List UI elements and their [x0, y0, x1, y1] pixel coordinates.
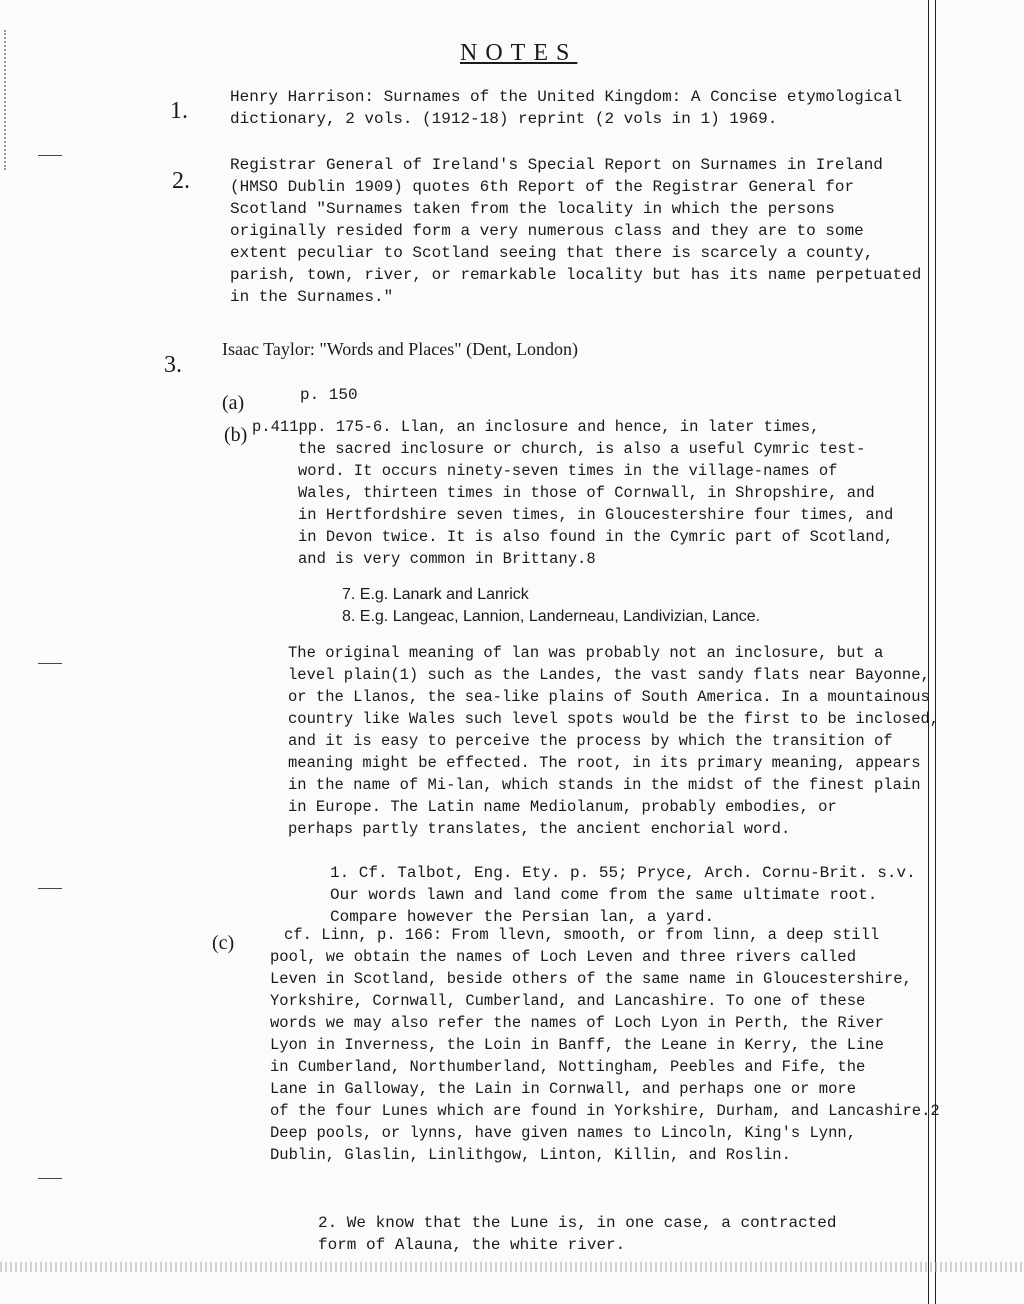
item-c-label: (c) — [212, 932, 235, 954]
footnote-line: 8. E.g. Langeac, Lannion, Landerneau, Landivizian, Lance. — [342, 608, 761, 625]
text-line: Lyon in Inverness, the Loin in Banff, the Leane in Kerry, the Line — [270, 1036, 884, 1054]
text-line: perhaps partly translates, the ancient enchorial word. — [288, 820, 791, 838]
text-line: Lane in Galloway, the Lain in Cornwall, and perhaps one or more — [270, 1080, 856, 1098]
text-line: Wales, thirteen times in those of Cornwall, in Shropshire, and — [298, 484, 875, 502]
margin-tick — [38, 1178, 62, 1179]
text-line: meaning might be effected. The root, in its primary meaning, appears — [288, 754, 921, 772]
text-line: in Europe. The Latin name Mediolanum, probably embodies, or — [288, 798, 837, 816]
text-line: extent peculiar to Scotland seeing that there is scarcely a county, — [230, 244, 874, 262]
margin-tick — [38, 888, 62, 889]
footnote-line: form of Alauna, the white river. — [318, 1236, 626, 1254]
item-b-text — [252, 416, 893, 570]
text-line: Yorkshire, Cornwall, Cumberland, and Lancashire. To one of these — [270, 992, 866, 1010]
item-b-paragraph — [288, 642, 939, 840]
text-line: Scotland "Surnames taken from the locality in which the persons — [230, 200, 835, 218]
item-a-label: (a) — [222, 392, 245, 414]
item-c-footnotes — [318, 1212, 836, 1256]
text-line: level plain(1) such as the Landes, the vast sandy flats near Bayonne, — [288, 666, 930, 684]
text-line: and is very common in Brittany.8 — [298, 550, 596, 568]
footnote-line: 1. Cf. Talbot, Eng. Ety. p. 55; Pryce, Arch. Cornu-Brit. s.v. — [330, 864, 916, 882]
scan-margin-marks — [4, 30, 26, 170]
item-b-footnotes — [342, 584, 760, 628]
note-number-2: 2. — [172, 168, 190, 194]
text-line: or the Llanos, the sea-like plains of South America. In a mountainous — [288, 688, 930, 706]
text-line: word. It occurs ninety-seven times in the village-names of — [298, 462, 838, 480]
item-c-text — [270, 924, 940, 1166]
text-line: in Devon twice. It is also found in the Cymric part of Scotland, — [298, 528, 894, 546]
margin-tick — [38, 663, 62, 664]
text-line: The original meaning of lan was probably not an inclosure, but a — [288, 644, 884, 662]
text-line: Dublin, Glaslin, Linlithgow, Linton, Killin, and Roslin. — [270, 1146, 791, 1164]
text-line: cf. Linn, p. 166: From llevn, smooth, or from linn, a deep still — [284, 926, 880, 944]
text-line: the sacred inclosure or church, is also a useful Cymric test- — [298, 440, 866, 458]
text-line: parish, town, river, or remarkable locality but has its name perpetuated — [230, 266, 922, 284]
footnote-line: Compare however the Persian lan, a yard. — [330, 908, 715, 926]
text-line: words we may also refer the names of Loch Lyon in Perth, the River — [270, 1014, 884, 1032]
text-line: and it is easy to perceive the process by which the transition of — [288, 732, 893, 750]
note-number-1: 1. — [170, 98, 188, 124]
scan-noise-strip — [0, 1262, 1024, 1272]
text-line: Deep pools, or lynns, have given names to Lincoln, King's Lynn, — [270, 1124, 856, 1142]
note-3-heading: Isaac Taylor: "Words and Places" (Dent, London) — [222, 339, 579, 359]
text-line: of the four Lunes which are found in Yorkshire, Durham, and Lancashire.2 — [270, 1102, 940, 1120]
text-line: Leven in Scotland, beside others of the same name in Gloucestershire, — [270, 970, 912, 988]
text-line: (HMSO Dublin 1909) quotes 6th Report of the Registrar General for — [230, 178, 855, 196]
text-line: originally resided form a very numerous class and they are to some — [230, 222, 864, 240]
margin-tick — [38, 155, 62, 156]
page-title: NOTES — [460, 40, 578, 66]
footnote-line: Our words lawn and land come from the same ultimate root. — [330, 886, 878, 904]
text-line: in Hertfordshire seven times, in Gloucestershire four times, and — [298, 506, 894, 524]
item-b-label: (b) — [224, 424, 248, 446]
note-number-3: 3. — [164, 352, 182, 378]
text-line: in Cumberland, Northumberland, Nottingham, Peebles and Fife, the — [270, 1058, 866, 1076]
item-b-paragraph-footnotes — [330, 862, 916, 928]
text-line: dictionary, 2 vols. (1912-18) reprint (2 vols in 1) 1969. — [230, 110, 778, 128]
text-line: in the Surnames." — [230, 288, 394, 306]
text-line: in the name of Mi-lan, which stands in the midst of the finest plain — [288, 776, 921, 794]
text-line: country like Wales such level spots would be the first to be inclosed, — [288, 710, 940, 728]
text-line: p.411pp. 175-6. Llan, an inclosure and hence, in later times, — [252, 418, 820, 436]
footnote-line: 7. E.g. Lanark and Lanrick — [342, 586, 529, 603]
note-1-text — [230, 86, 902, 130]
text-line: pool, we obtain the names of Loch Leven and three rivers called — [270, 948, 856, 966]
note-2-text — [230, 154, 921, 308]
item-a-text: p. 150 — [300, 386, 358, 404]
footnote-line: 2. We know that the Lune is, in one case, a contracted — [318, 1214, 837, 1232]
text-line: Registrar General of Ireland's Special Report on Surnames in Ireland — [230, 156, 883, 174]
text-line: Henry Harrison: Surnames of the United Kingdom: A Concise etymological — [230, 88, 903, 106]
